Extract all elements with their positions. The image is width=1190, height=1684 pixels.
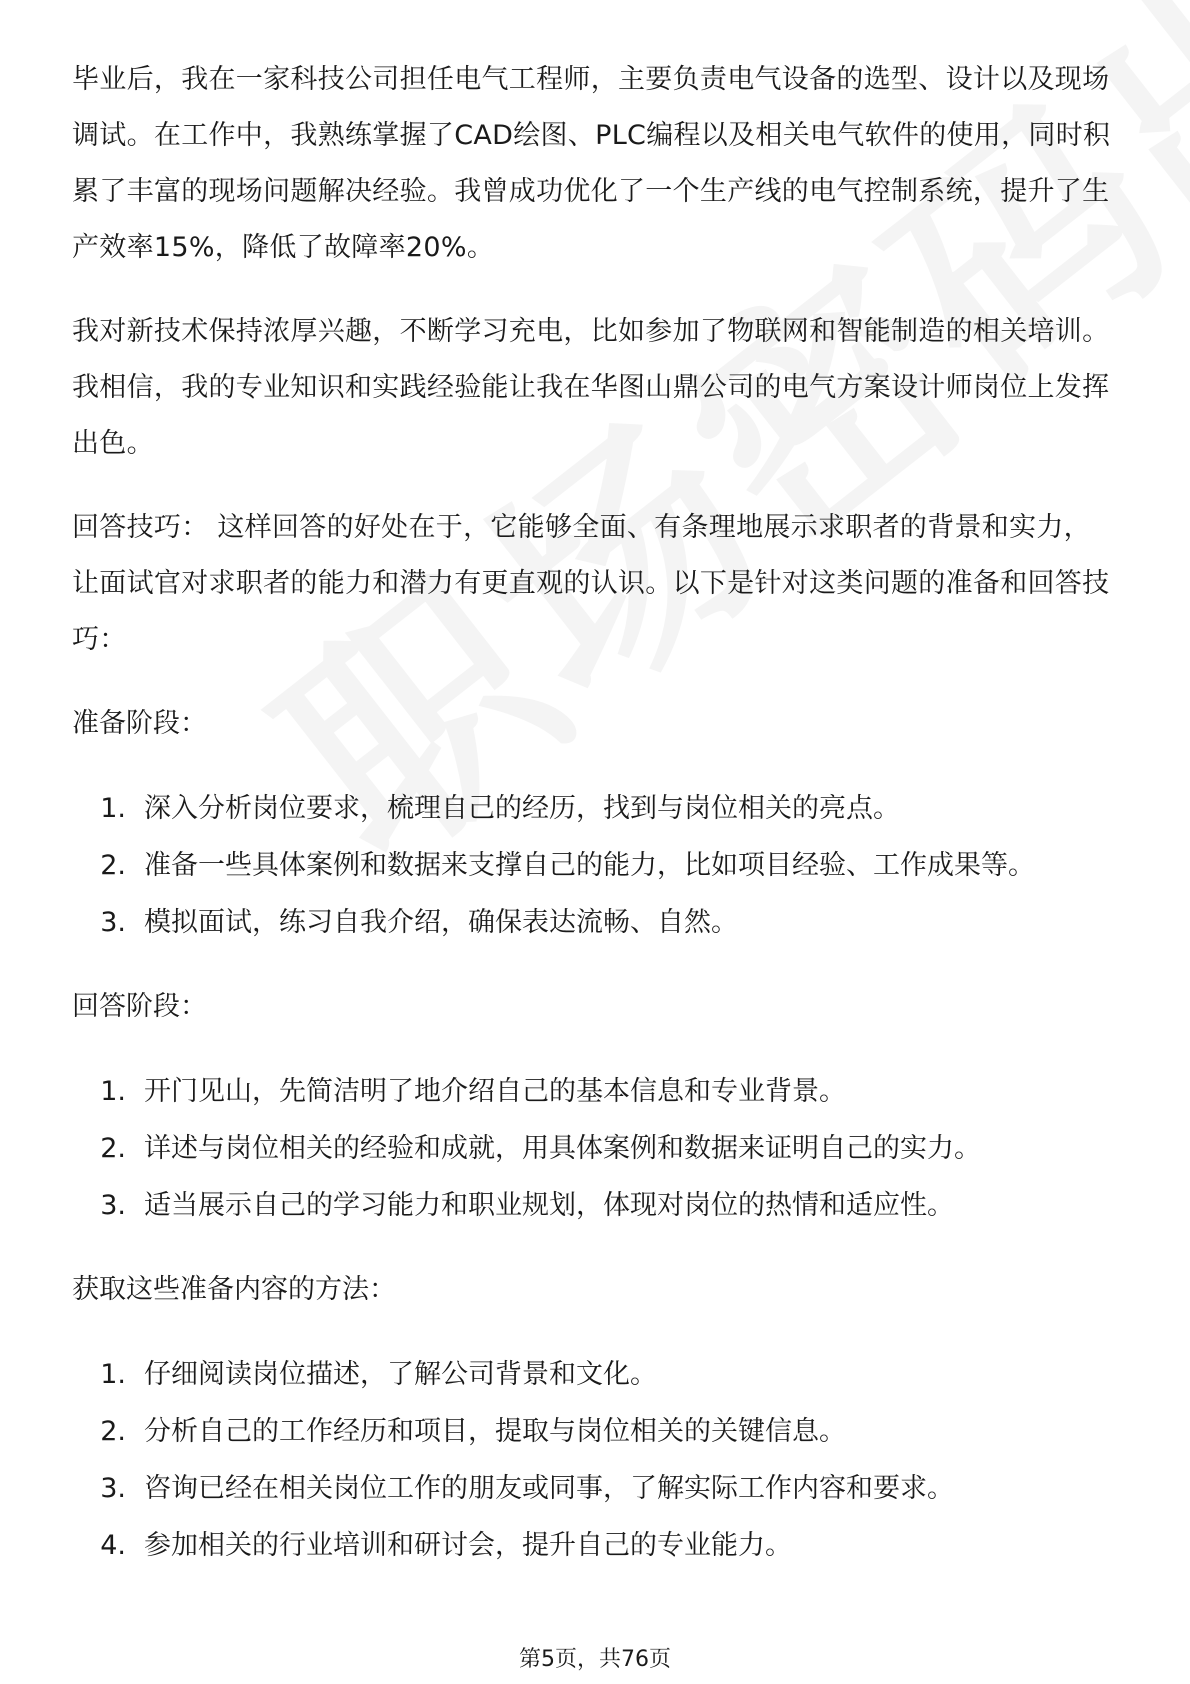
list-item-number: 4. (100, 1530, 126, 1561)
list-item (72, 837, 1118, 894)
list-item-number: 3. (100, 1473, 126, 1504)
paragraph-answer-tips: 回答技巧： 这样回答的好处在于，它能够全面、有条理地展示求职者的背景和实力，让面试官对求职者的能力和潜力有更直观的认识。以下是针对这类问题的准备和回答技巧： (72, 512, 1110, 655)
heading-answer-stage: 回答阶段： (72, 991, 207, 1022)
list-item-text: 准备一些具体案例和数据来支撑自己的能力，比如项目经验、工作成果等。 (144, 850, 1035, 881)
list-item-number: 2. (100, 850, 126, 881)
list-methods (72, 1346, 1118, 1574)
list-prep-stage (72, 780, 1118, 951)
heading-prep-stage: 准备阶段： (72, 708, 207, 739)
list-item-number: 1. (100, 1359, 126, 1390)
list-item (72, 1120, 1118, 1177)
list-item-number: 3. (100, 1190, 126, 1221)
heading-methods: 获取这些准备内容的方法： (72, 1274, 396, 1305)
list-item (72, 780, 1118, 837)
list-item-number: 1. (100, 1076, 126, 1107)
list-item-text: 详述与岗位相关的经验和成就，用具体案例和数据来证明自己的实力。 (144, 1133, 981, 1164)
list-item-number: 2. (100, 1416, 126, 1447)
document-page (72, 52, 1118, 1602)
list-item-text: 仔细阅读岗位描述，了解公司背景和文化。 (144, 1359, 657, 1390)
list-item-number: 2. (100, 1133, 126, 1164)
list-item (72, 1177, 1118, 1234)
page-footer: 第5页，共76页 (519, 1647, 671, 1672)
list-answer-stage (72, 1063, 1118, 1234)
list-item (72, 1403, 1118, 1460)
list-item (72, 1460, 1118, 1517)
list-item (72, 894, 1118, 951)
list-item-number: 1. (100, 793, 126, 824)
list-item-text: 咨询已经在相关岗位工作的朋友或同事，了解实际工作内容和要求。 (144, 1473, 954, 1504)
paragraph-work-experience: 毕业后，我在一家科技公司担任电气工程师，主要负责电气设备的选型、设计以及现场调试。在工作中，我熟练掌握了CAD绘图、PLC编程以及相关电气软件的使用，同时积累了丰富的现场问题解决经验。我曾成功优化了一个生产线的电气控制系统，提升了生产效率15%，降低了故障率20%。 (72, 64, 1111, 263)
list-item-text: 分析自己的工作经历和项目，提取与岗位相关的关键信息。 (144, 1416, 846, 1447)
list-item-text: 开门见山，先简洁明了地介绍自己的基本信息和专业背景。 (144, 1076, 846, 1107)
list-item (72, 1346, 1118, 1403)
list-item-text: 适当展示自己的学习能力和职业规划，体现对岗位的热情和适应性。 (144, 1190, 954, 1221)
list-item-number: 3. (100, 907, 126, 938)
list-item (72, 1517, 1118, 1574)
list-item-text: 模拟面试，练习自我介绍，确保表达流畅、自然。 (144, 907, 738, 938)
list-item (72, 1063, 1118, 1120)
list-item-text: 参加相关的行业培训和研讨会，提升自己的专业能力。 (144, 1530, 792, 1561)
paragraph-learning: 我对新技术保持浓厚兴趣，不断学习充电，比如参加了物联网和智能制造的相关培训。我相信，我的专业知识和实践经验能让我在华图山鼎公司的电气方案设计师岗位上发挥出色。 (72, 316, 1110, 459)
list-item-text: 深入分析岗位要求，梳理自己的经历，找到与岗位相关的亮点。 (144, 793, 900, 824)
